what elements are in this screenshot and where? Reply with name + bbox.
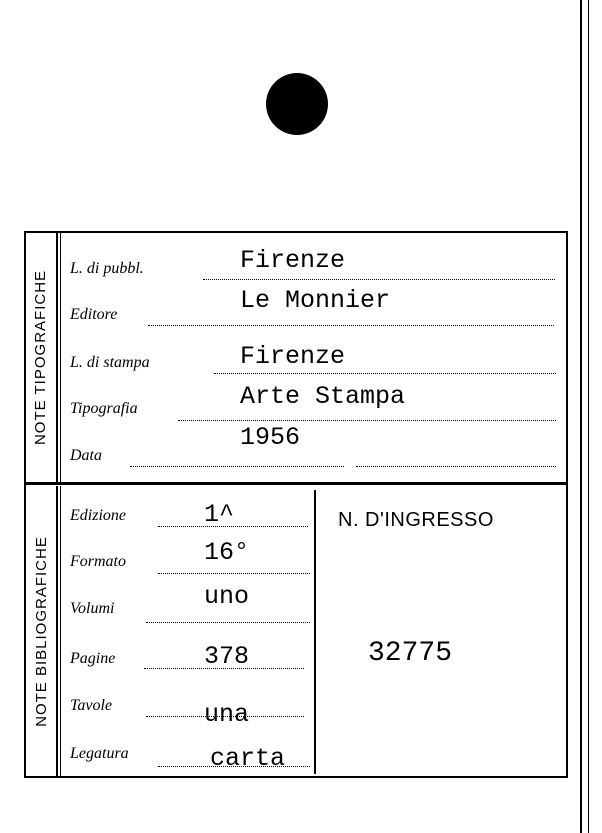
field-line	[158, 573, 310, 574]
field-value-luogo-stampa: Firenze	[240, 342, 346, 371]
field-value-volumi: uno	[204, 582, 250, 611]
field-value-data: 1956	[240, 423, 301, 452]
ingresso-number: 32775	[368, 638, 453, 669]
field-value-tavole: una	[204, 700, 250, 729]
field-value-edizione: 1^	[204, 500, 235, 529]
card-edge-line	[580, 0, 582, 833]
field-label-luogo-stampa: L. di stampa	[70, 354, 150, 371]
field-label-legatura: Legatura	[70, 745, 129, 762]
field-label-data: Data	[70, 447, 102, 464]
section-rule	[60, 486, 61, 776]
section-rule	[56, 233, 58, 482]
field-label-volumi: Volumi	[70, 600, 115, 617]
field-label-luogo-pubbl: L. di pubbl.	[70, 260, 144, 277]
field-value-tipografia: Arte Stampa	[240, 382, 406, 411]
section-rule	[60, 233, 61, 482]
field-line	[146, 622, 310, 623]
section-label-tipografiche: NOTE TIPOGRAFICHE	[32, 269, 50, 446]
field-value-pagine: 378	[204, 642, 250, 671]
field-line	[203, 279, 555, 280]
field-value-formato: 16°	[204, 538, 250, 567]
ingresso-title: N. D'INGRESSO	[338, 509, 494, 531]
field-label-tavole: Tavole	[70, 697, 113, 714]
column-divider	[314, 490, 316, 774]
field-label-formato: Formato	[70, 553, 126, 570]
field-label-pagine: Pagine	[70, 650, 116, 667]
field-line	[356, 466, 556, 467]
field-value-luogo-pubbl: Firenze	[240, 246, 346, 275]
section-divider	[24, 482, 568, 485]
field-line	[214, 373, 556, 374]
field-line	[148, 325, 554, 326]
field-value-editore: Le Monnier	[240, 286, 391, 315]
field-line	[178, 420, 556, 421]
field-line	[130, 466, 344, 467]
field-label-editore: Editore	[70, 306, 118, 323]
section-label-bibliografiche: NOTE BIBLIOGRAFICHE	[32, 535, 50, 727]
punch-hole	[266, 73, 328, 135]
field-label-tipografia: Tipografia	[70, 400, 138, 417]
field-label-edizione: Edizione	[70, 507, 126, 524]
section-rule	[56, 486, 58, 776]
field-value-legatura: carta	[210, 744, 286, 773]
card-edge-line-inner	[588, 0, 589, 833]
